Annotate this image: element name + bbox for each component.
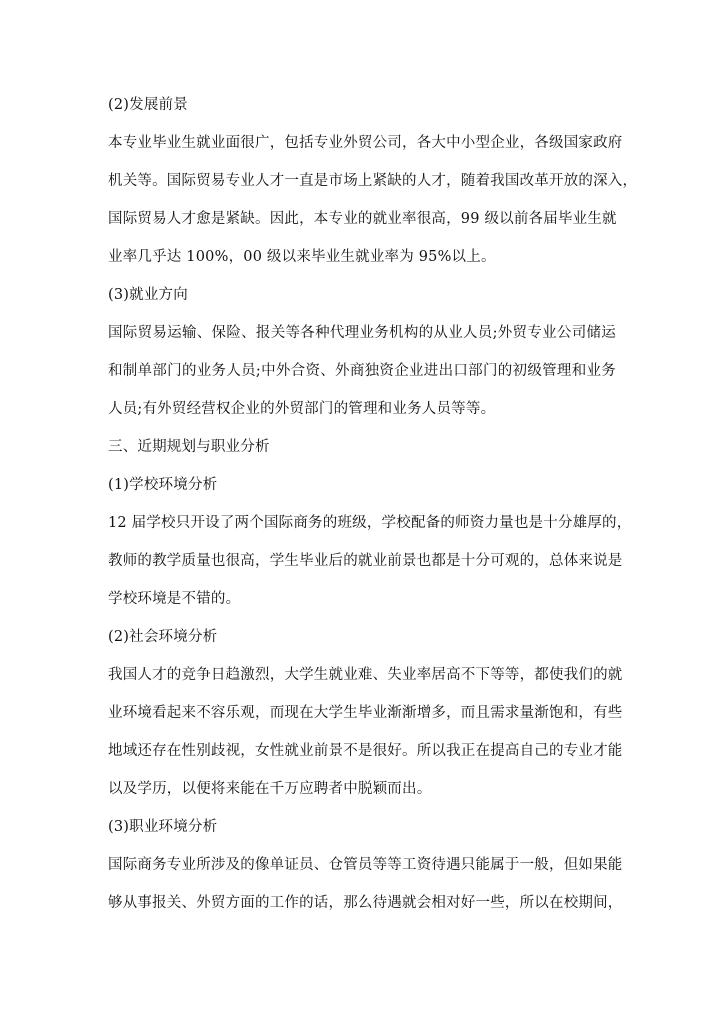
paragraph-line: 我国人才的竞争日趋激烈，大学生就业难、失业率居高不下等等，都使我们的就 <box>108 667 623 683</box>
paragraph-line: 国际商务专业所涉及的像单证员、仓管员等等工资待遇只能属于一般，但如果能 <box>108 857 623 873</box>
paragraph-line: 够从事报关、外贸方面的工作的话，那么待遇就会相对好一些，所以在校期间， <box>108 895 623 911</box>
paragraph-line: 地域还存在性别歧视，女性就业前景不是很好。所以我正在提高自己的专业才能 <box>108 743 623 759</box>
paragraph-line: 学校环境是不错的。 <box>108 591 241 607</box>
section-heading-planning: 三、近期规划与职业分析 <box>108 439 270 455</box>
paragraph-line: 12 届学校只开设了两个国际商务的班级，学校配备的师资力量也是十分雄厚的， <box>108 515 632 531</box>
heading-development-prospects: (2)发展前景 <box>108 97 188 113</box>
heading-employment-direction: (3)就业方向 <box>108 287 188 303</box>
paragraph-line: 本专业毕业生就业面很广，包括专业外贸公司，各大中小型企业，各级国家政府 <box>108 135 623 151</box>
paragraph-line: 和制单部门的业务人员;中外合资、外商独资企业进出口部门的初级管理和业务 <box>108 363 616 379</box>
heading-school-environment: (1)学校环境分析 <box>108 477 218 493</box>
paragraph-line: 以及学历，以便将来能在千万应聘者中脱颖而出。 <box>108 781 432 797</box>
paragraph-line: 国际贸易运输、保险、报关等各种代理业务机构的从业人员;外贸专业公司储运 <box>108 325 616 341</box>
paragraph-line: 教师的教学质量也很高，学生毕业后的就业前景也都是十分可观的，总体来说是 <box>108 553 623 569</box>
paragraph-line: 业环境看起来不容乐观，而现在大学生毕业渐渐增多，而且需求量渐饱和，有些 <box>108 705 623 721</box>
paragraph-line: 国际贸易人才愈是紧缺。因此，本专业的就业率很高，99 级以前各届毕业生就 <box>108 211 617 227</box>
paragraph-line: 人员;有外贸经营权企业的外贸部门的管理和业务人员等等。 <box>108 401 496 417</box>
heading-career-environment: (3)职业环境分析 <box>108 819 218 835</box>
paragraph-line: 业率几乎达 100%，00 级以来毕业生就业率为 95%以上。 <box>108 249 496 265</box>
paragraph-line: 机关等。国际贸易专业人才一直是市场上紧缺的人才，随着我国改革开放的深入， <box>108 173 638 189</box>
heading-social-environment: (2)社会环境分析 <box>108 629 218 645</box>
